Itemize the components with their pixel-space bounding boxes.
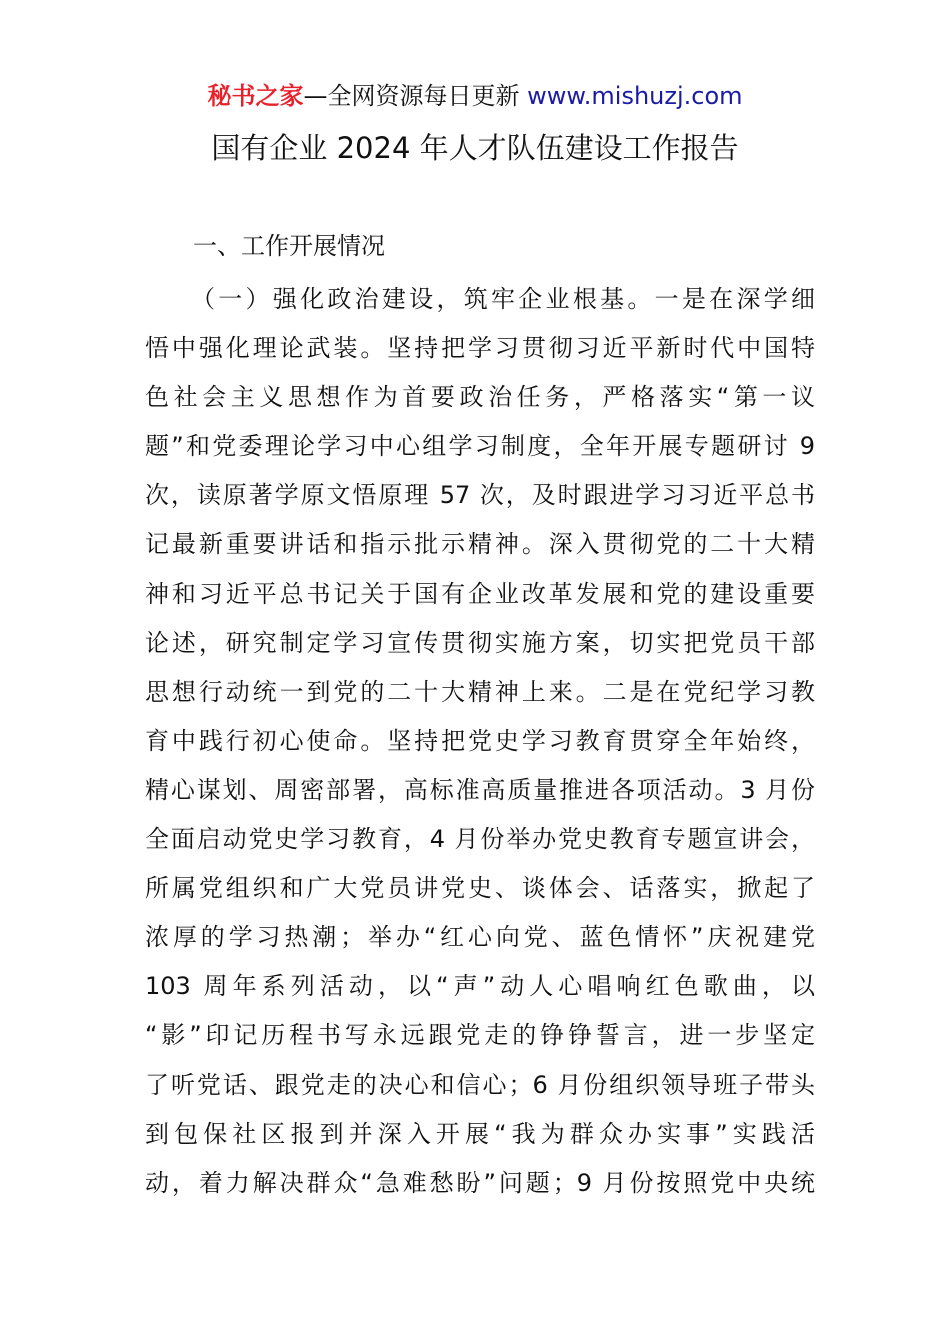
paragraph-line: 了听党话、跟党走的决心和信心；6 月份组织领导班子带头 [145,1070,815,1099]
paragraph-line: 动，着力解决群众“急难愁盼”问题；9 月份按照党中央统 [145,1168,815,1197]
body-paragraph [145,277,815,1210]
paragraph-line: 所属党组织和广大党员讲党史、谈体会、话落实，掀起了 [145,874,815,903]
paragraph-line: 全面启动党史学习教育，4 月份举办党史教育专题宣讲会， [145,825,815,854]
paragraph-line: “影”印记历程书写永远跟党走的铮铮誓言，进一步坚定 [145,1021,815,1050]
paragraph-line: 次，读原著学原文悟原理 57 次，及时跟进学习习近平总书 [145,481,815,510]
section-heading: 一、工作开展情况 [193,232,385,260]
paragraph-line: 记最新重要讲话和指示批示精神。深入贯彻党的二十大精 [145,530,815,559]
paragraph-line: 浓厚的学习热潮；举办“红心向党、蓝色情怀”庆祝建党 [145,923,815,952]
paragraph-line: 色社会主义思想作为首要政治任务，严格落实“第一议 [145,383,815,412]
paragraph-line: 论述，研究制定学习宣传贯彻实施方案，切实把党员干部 [145,628,815,657]
site-tagline: —全网资源每日更新 [303,82,528,110]
paragraph-line: 103 周年系列活动，以“声”动人心唱响红色歌曲，以 [145,972,815,1001]
paragraph-line: 到包保社区报到并深入开展“我为群众办实事”实践活 [145,1119,815,1148]
document-title: 国有企业 2024 年人才队伍建设工作报告 [211,131,739,165]
paragraph-line: 题”和党委理论学习中心组学习制度，全年开展专题研讨 9 [145,432,815,461]
site-brand: 秘书之家 [207,82,304,110]
paragraph-line: 精心谋划、周密部署，高标准高质量推进各项活动。3 月份 [145,775,815,804]
paragraph-line: 悟中强化理论武装。坚持把学习贯彻习近平新时代中国特 [145,334,815,363]
site-url-link[interactable]: www.mishuzj.com [527,82,743,110]
paragraph-line: 神和习近平总书记关于国有企业改革发展和党的建设重要 [145,579,815,608]
paragraph-line: （一）强化政治建设，筑牢企业根基。一是在深学细 [191,285,815,313]
paragraph-line: 育中践行初心使命。坚持把党史学习教育贯穿全年始终， [145,726,815,755]
site-header [0,80,950,112]
paragraph-line: 思想行动统一到党的二十大精神上来。二是在党纪学习教 [145,677,815,706]
